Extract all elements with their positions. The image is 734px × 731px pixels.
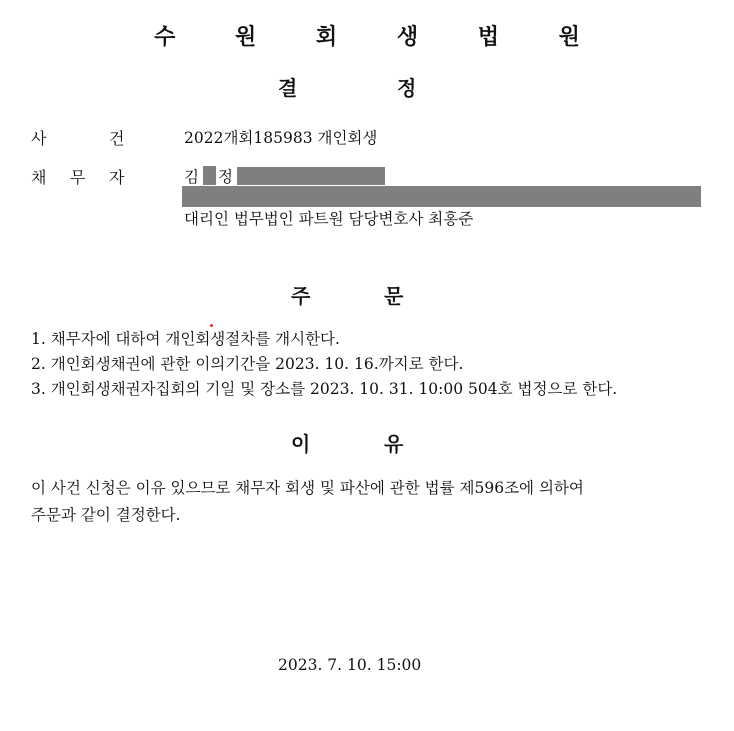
order-item-2: 2. 개인회생채권에 관한 이의기간을 2023. 10. 16.까지로 한다.	[31, 355, 464, 373]
order-heading-char-2: 문	[384, 284, 404, 308]
debtor-label-char-1: 채	[31, 168, 47, 187]
case-label-char-1: 사	[31, 129, 47, 148]
court-name: 수 원 회 생 법 원	[154, 25, 606, 50]
order-heading-char-1: 주	[291, 284, 311, 308]
doc-type-char-2: 정	[397, 76, 417, 100]
case-label-char-2: 건	[109, 129, 125, 148]
order-item-3: 3. 개인회생채권자집회의 기일 및 장소를 2023. 10. 31. 10:00 504호 법정으로 한다.	[31, 380, 618, 398]
decision-date: 2023. 7. 10. 15:00	[278, 656, 422, 674]
redaction-address	[182, 186, 701, 207]
order-item-1: 1. 채무자에 대하여 개인회생절차를 개시한다.	[31, 330, 340, 348]
redaction-debtor-info	[237, 167, 385, 185]
debtor-name-first: 김	[184, 168, 199, 186]
reason-heading-char-2: 유	[384, 432, 404, 456]
reason-line-1: 이 사건 신청은 이유 있으므로 채무자 회생 및 파산에 관한 법률 제596조에 의하여	[31, 479, 584, 497]
debtor-representative: 대리인 법무법인 파트원 담당변호사 최홍준	[184, 210, 474, 228]
reason-line-2: 주문과 같이 결정한다.	[31, 506, 181, 524]
redaction-name-middle	[203, 166, 216, 185]
annotation-dot	[210, 324, 213, 327]
debtor-name-last: 정	[218, 168, 233, 186]
reason-heading-char-1: 이	[291, 432, 311, 456]
case-number: 2022개회185983 개인회생	[184, 129, 378, 147]
debtor-label-char-3: 자	[109, 168, 125, 187]
debtor-label-char-2: 무	[70, 168, 86, 187]
doc-type-char-1: 결	[278, 76, 298, 100]
